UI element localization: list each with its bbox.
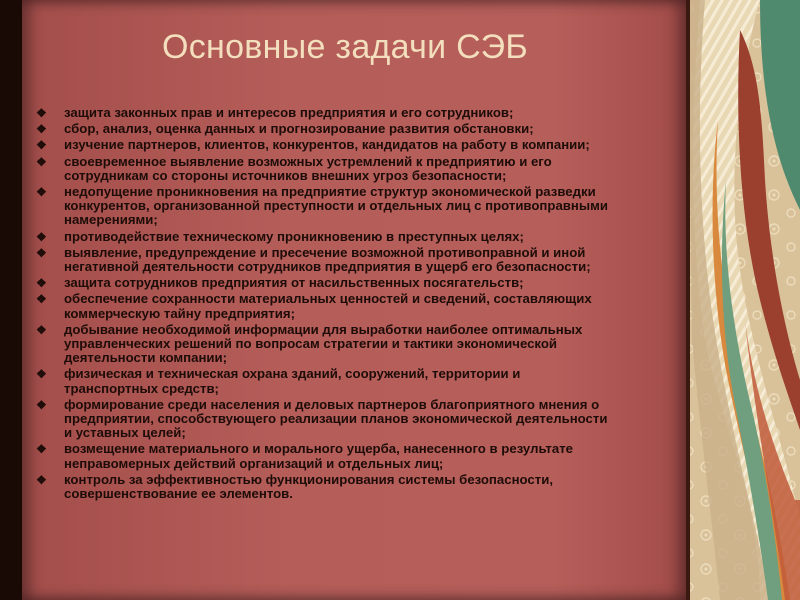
list-item: ❖ защита сотрудников предприятия от насильственных посягательств; [36, 275, 524, 291]
list-item: ❖ обеспечение сохранности материальных ценностей и сведений, составляющих коммерческую тайну предприятия; [36, 291, 592, 321]
diamond-bullet-icon: ❖ [36, 154, 47, 169]
slide-title: Основные задачи СЭБ [161, 28, 529, 66]
list-item: ❖ физическая и техническая охрана зданий, сооружений, территории и транспортных средств; [36, 366, 521, 396]
diamond-bullet-icon: ❖ [36, 245, 47, 260]
diamond-bullet-icon: ❖ [36, 367, 47, 382]
diamond-bullet-icon: ❖ [36, 292, 47, 307]
diamond-bullet-icon: ❖ [36, 322, 47, 337]
list-item: ❖ добывание необходимой информации для выработки наиболее оптимальных управленческих решений по вопросам стратегии и тактики экономической деятельности компании; [36, 321, 583, 366]
diamond-bullet-icon: ❖ [36, 397, 47, 412]
diamond-bullet-icon: ❖ [36, 106, 47, 120]
diamond-bullet-icon: ❖ [36, 442, 47, 457]
tasks-list [34, 106, 710, 503]
list-item: ❖ формирование среди населения и деловых партнеров благоприятного мнения о предприятии, способствующего реализации планов экономической деятельности и уставных целей; [36, 396, 608, 441]
diamond-bullet-icon: ❖ [36, 122, 47, 137]
list-item: ❖ выявление, предупреждение и пресечение возможной противоправной и иной негативной деятельности сотрудников предприятия в ущерб его безопасности; [36, 244, 591, 275]
list-item: ❖ своевременное выявление возможных устремлений к предприятию и его сотрудникам со стороны источников внешних угроз безопасности; [36, 153, 552, 183]
list-item: ❖ сбор, анализ, оценка данных и прогнозирование развития обстановки; [36, 121, 534, 137]
diamond-bullet-icon: ❖ [36, 185, 47, 200]
list-item: ❖ возмещение материального и морального ущерба, нанесенного в результате неправомерных действий организаций и отдельных лиц; [36, 441, 573, 471]
list-item: ❖ контроль за эффективностью функционирования системы безопасности, совершенствование ее элементов. [36, 471, 553, 502]
diamond-bullet-icon: ❖ [36, 472, 47, 487]
diamond-bullet-icon: ❖ [36, 138, 47, 153]
diamond-bullet-icon: ❖ [36, 229, 47, 244]
list-item: ❖ защита законных прав и интересов предприятия и его сотрудников; [36, 105, 514, 120]
list-item: ❖ недопущение проникновения на предприятие структур экономической разведки конкурентов, организованной преступности и отдельных лиц с противоправными намерениями; [36, 184, 608, 228]
diamond-bullet-icon: ❖ [36, 276, 47, 291]
list-item: ❖ изучение партнеров, клиентов, конкурентов, кандидатов на работу в компании; [36, 137, 590, 153]
list-item: ❖ противодействие техническому проникновению в преступных целях; [36, 228, 524, 244]
